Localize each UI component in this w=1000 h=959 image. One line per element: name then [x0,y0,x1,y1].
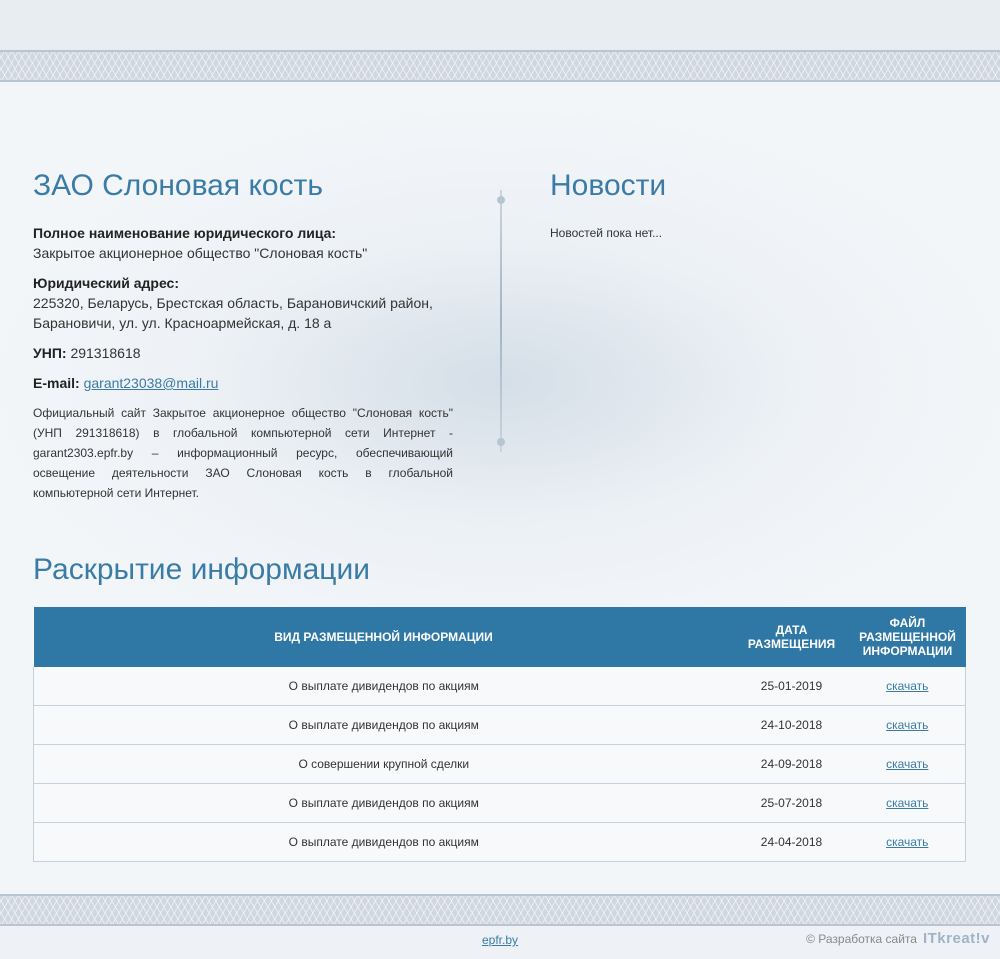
news-empty-text: Новостей пока нет... [550,226,663,240]
email-label: E-mail: [33,375,80,391]
table-header-row [34,607,966,667]
file-cell [850,706,966,745]
date-cell: 24-10-2018 [734,706,850,745]
header-ornament-band [0,50,1000,82]
download-link[interactable]: скачать [886,718,929,732]
top-band [0,0,1000,50]
site-description: Официальный сайт Закрытое акционерное общество "Слоновая кость" (УНП 291318618) в глобальной компьютерной сети Интернет - garant2303.epfr.by – информационный ресурс, обеспечивающий освещение деятельности ЗАО Слоновая кость в глобальной компьютерной сети Интернет. [33,406,453,500]
download-link[interactable]: скачать [886,757,929,771]
unp-block [33,343,453,363]
disclosure-table [33,607,966,862]
info-type-cell: О совершении крупной сделки [34,745,734,784]
company-title: ЗАО Слоновая кость [33,169,323,202]
header-file: ФАЙЛ РАЗМЕЩЕННОЙ ИНФОРМАЦИИ [850,607,966,667]
unp-label: УНП: [33,345,67,361]
table-row [34,784,966,823]
unp-value: 291318618 [70,345,141,361]
footer-ornament-band [0,894,1000,926]
table-row [34,706,966,745]
date-cell: 24-09-2018 [734,745,850,784]
table-row [34,823,966,862]
email-link[interactable]: garant23038@mail.ru [83,375,219,391]
address-value: 225320, Беларусь, Брестская область, Барановичский район, Барановичи, ул. ул. Красноармейская, д. 18 а [33,295,433,331]
date-cell: 25-01-2019 [734,667,850,706]
full-name-label: Полное наименование юридического лица: [33,225,337,241]
table-row [34,667,966,706]
info-type-cell: О выплате дивидендов по акциям [34,823,734,862]
file-cell [850,784,966,823]
date-cell: 25-07-2018 [734,784,850,823]
credit-text: © Разработка сайта [806,931,917,946]
info-type-cell: О выплате дивидендов по акциям [34,667,734,706]
download-link[interactable]: скачать [886,679,929,693]
developer-credit [806,930,990,947]
info-type-cell: О выплате дивидендов по акциям [34,784,734,823]
download-link[interactable]: скачать [886,835,929,849]
address-block [33,273,453,333]
full-name-block [33,223,453,263]
email-block [33,373,453,393]
date-cell: 24-04-2018 [734,823,850,862]
file-cell [850,745,966,784]
info-type-cell: О выплате дивидендов по акциям [34,706,734,745]
disclosure-title: Раскрытие информации [33,553,370,586]
address-label: Юридический адрес: [33,275,179,291]
file-cell [850,667,966,706]
header-date: ДАТА РАЗМЕЩЕНИЯ [734,607,850,667]
file-cell [850,823,966,862]
header-info-type: ВИД РАЗМЕЩЕННОЙ ИНФОРМАЦИИ [34,607,734,667]
full-name-value: Закрытое акционерное общество "Слоновая кость" [33,245,368,261]
download-link[interactable]: скачать [886,796,929,810]
footer-site-link[interactable]: epfr.by [482,933,519,947]
company-info [33,223,453,513]
table-row [34,745,966,784]
news-title: Новости [550,169,667,202]
column-divider [500,190,502,452]
developer-logo[interactable]: ITkreat!v [922,930,990,947]
